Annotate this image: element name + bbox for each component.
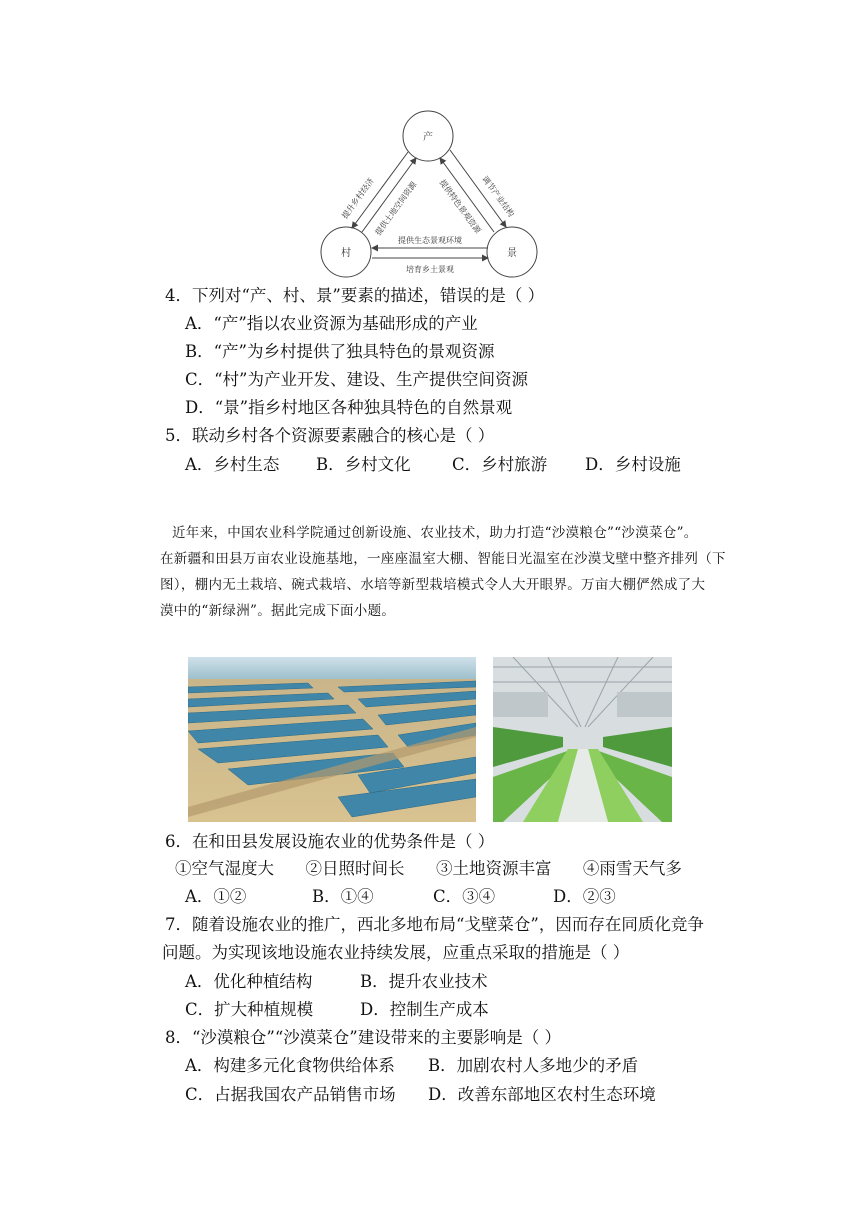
relationship-diagram bbox=[300, 100, 560, 285]
q7-option-c: C．扩大种植规模 bbox=[185, 1000, 314, 1019]
q8-option-d: D．改善东部地区农村生态环境 bbox=[428, 1085, 656, 1104]
edge-label-chan-to-jing: 调节产业结构 bbox=[480, 174, 516, 219]
q7-stem-line-2: 问题。为实现该地设施农业持续发展，应重点采取的措施是（ ） bbox=[162, 943, 630, 962]
q8-option-a: A．构建多元化食物供给体系 bbox=[185, 1056, 395, 1075]
q5-option-c: C．乡村旅游 bbox=[452, 455, 548, 474]
q4-option-b: B．“产”为乡村提供了独具特色的景观资源 bbox=[185, 342, 495, 361]
q6-option-b: B．①④ bbox=[312, 887, 374, 906]
q4-option-d: D．“景”指乡村地区各种独具特色的自然景观 bbox=[185, 398, 513, 417]
greenhouse-interior-photo bbox=[493, 657, 672, 822]
q4-option-a: A．“产”指以农业资源为基础形成的产业 bbox=[185, 314, 478, 333]
edge-label-cun-to-chan: 提供土地空间资源 bbox=[373, 179, 419, 238]
passage bbox=[160, 520, 740, 624]
q7-option-d: D．控制生产成本 bbox=[360, 1000, 489, 1019]
q4-stem: 4．下列对“产、村、景”要素的描述，错误的是（ ） bbox=[165, 286, 545, 305]
q4-option-c: C．“村”为产业开发、建设、生产提供空间资源 bbox=[185, 370, 528, 389]
q6-items: ①空气湿度大 ②日照时间长 ③土地资源丰富 ④雨雪天气多 bbox=[175, 859, 682, 878]
edge-label-jing-to-cun: 提供生态景观环境 bbox=[398, 236, 462, 245]
node-chan: 产 bbox=[423, 132, 433, 143]
q5-stem: 5．联动乡村各个资源要素融合的核心是（ ） bbox=[165, 426, 495, 445]
q6-option-d: D．②③ bbox=[553, 887, 616, 906]
q8-option-b: B．加剧农村人多地少的矛盾 bbox=[428, 1056, 639, 1075]
node-jing: 景 bbox=[507, 248, 517, 259]
q8-option-c: C．占据我国农产品销售市场 bbox=[185, 1085, 396, 1104]
edge-label-chan-to-cun: 提升乡村经济 bbox=[340, 176, 376, 221]
q6-stem: 6．在和田县发展设施农业的优势条件是（ ） bbox=[165, 832, 495, 851]
passage-line-3: 图），棚内无土栽培、碗式栽培、水培等新型栽培模式令人大开眼界。万亩大棚俨然成了大 bbox=[160, 577, 706, 593]
q7-option-a: A．优化种植结构 bbox=[185, 972, 313, 991]
passage-line-4: 漠中的“新绿洲”。据此完成下面小题。 bbox=[160, 603, 396, 619]
q7-stem-line-1: 7．随着设施农业的推广，西北多地布局“戈壁菜仓”，因而存在同质化竞争 bbox=[165, 915, 704, 934]
q6-option-a: A．①② bbox=[185, 887, 247, 906]
q5-option-d: D．乡村设施 bbox=[585, 455, 681, 474]
q8-stem: 8．“沙漠粮仓”“沙漠菜仓”建设带来的主要影响是（ ） bbox=[165, 1028, 561, 1047]
q5-option-b: B．乡村文化 bbox=[316, 455, 411, 474]
q5-option-a: A．乡村生态 bbox=[185, 455, 280, 474]
passage-line-2: 在新疆和田县万亩农业设施基地，一座座温室大棚、智能日光温室在沙漠戈壁中整齐排列（下 bbox=[160, 551, 726, 567]
greenhouse-aerial-photo bbox=[188, 657, 476, 822]
edge-label-jing-to-chan: 提供特色景观资源 bbox=[437, 177, 483, 236]
edge-label-cun-to-jing: 培育乡土景观 bbox=[406, 265, 454, 274]
q6-option-c: C．③④ bbox=[433, 887, 496, 906]
node-cun: 村 bbox=[341, 248, 351, 259]
passage-line-1: 近年来，中国农业科学院通过创新设施、农业技术，助力打造“沙漠粮仓”“沙漠菜仓”。 bbox=[172, 525, 698, 541]
q7-option-b: B．提升农业技术 bbox=[360, 972, 488, 991]
